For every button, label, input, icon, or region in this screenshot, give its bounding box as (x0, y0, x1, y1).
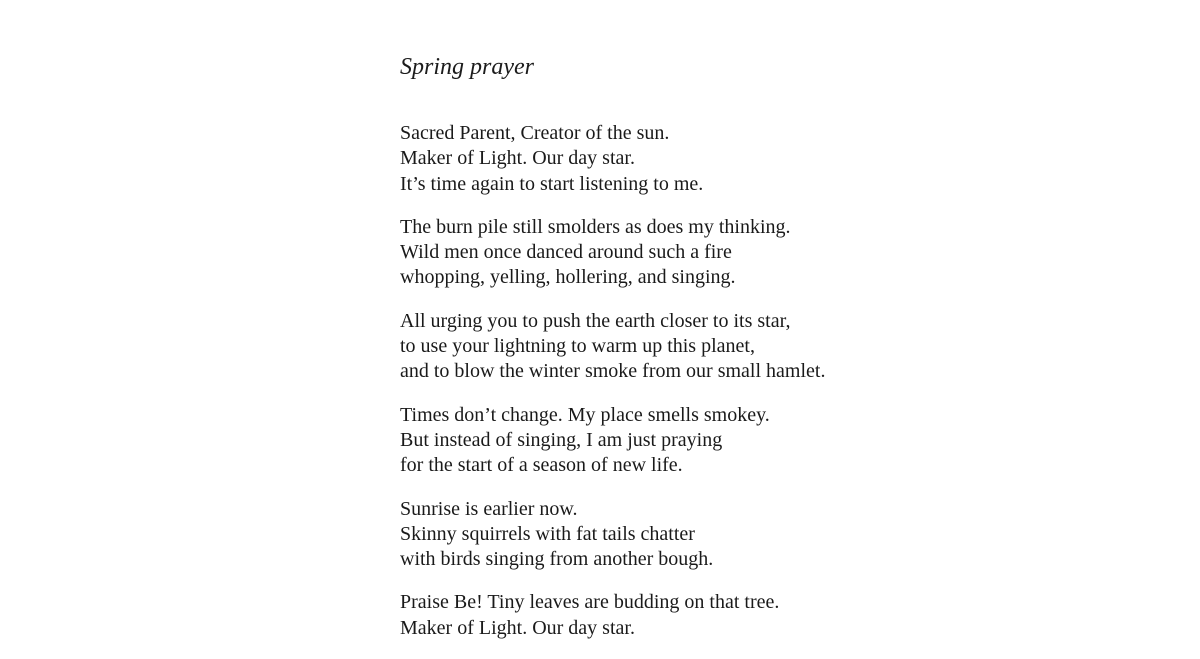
poem-stanza-1 (400, 121, 960, 197)
poem-line: whopping, yelling, hollering, and singing. (400, 266, 736, 289)
poem-line: Praise Be! Tiny leaves are budding on that tree. (400, 591, 780, 614)
poem-line: It’s time again to start listening to me. (400, 172, 704, 195)
poem-line: The burn pile still smolders as does my thinking. (400, 215, 791, 238)
poem-line: and to blow the winter smoke from our small hamlet. (400, 360, 826, 383)
poem-line: Sunrise is earlier now. (400, 497, 578, 520)
poem-line: to use your lightning to warm up this planet, (400, 335, 755, 358)
poem-stanza-6 (400, 590, 960, 641)
poem-line: Times don’t change. My place smells smokey. (400, 403, 770, 426)
poem-line: for the start of a season of new life. (400, 454, 683, 477)
poem-stanza-5 (400, 497, 960, 573)
poem-line: But instead of singing, I am just praying (400, 428, 723, 451)
poem-stanza-2 (400, 215, 960, 291)
poem-line: Maker of Light. Our day star. (400, 616, 635, 639)
poem-line: with birds singing from another bough. (400, 548, 714, 571)
poem-stanza-3 (400, 309, 960, 385)
poem-line: Sacred Parent, Creator of the sun. (400, 122, 670, 144)
poem-stanza-4 (400, 403, 960, 479)
poem-line: Skinny squirrels with fat tails chatter (400, 522, 695, 545)
poem-title: Spring prayer (400, 54, 534, 80)
poem-line: All urging you to push the earth closer to its star, (400, 309, 791, 332)
poem-line: Maker of Light. Our day star. (400, 147, 635, 170)
poem-line: Wild men once danced around such a fire (400, 241, 732, 264)
poem-body (400, 121, 960, 659)
